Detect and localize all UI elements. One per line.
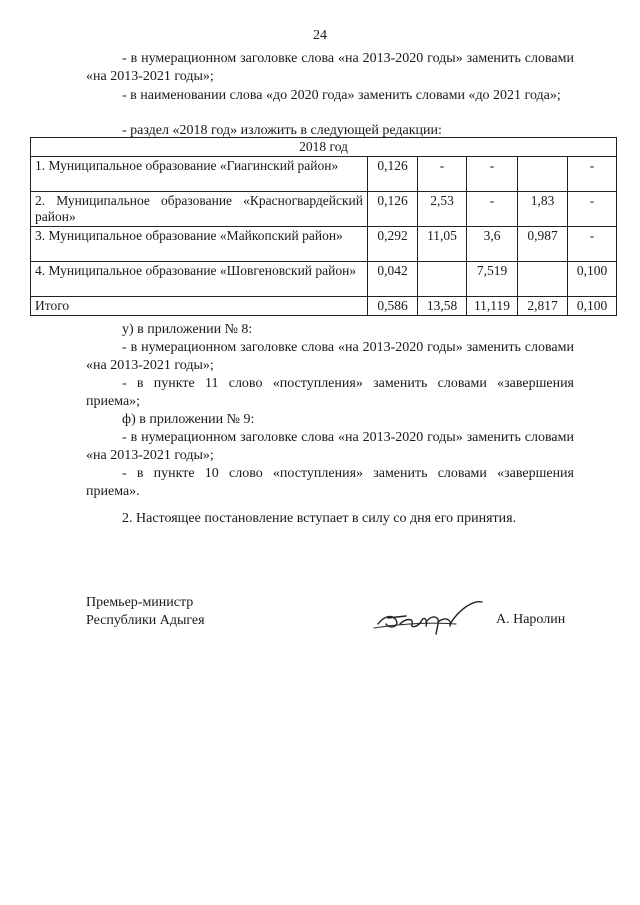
signatory-title-line-1: Премьер-министр	[86, 595, 194, 610]
table-row	[31, 227, 617, 262]
intro-paragraph-2: - в наименовании слова «до 2020 года» заменить словами «до 2021 года»;	[122, 88, 561, 103]
table-cell: 0,100	[568, 262, 617, 297]
table-total-row	[31, 297, 617, 316]
table-cell: -	[568, 227, 617, 262]
signatory-title-line-2: Республики Адыгея	[86, 613, 205, 628]
table-cell: 0,126	[368, 157, 418, 192]
table-cell-name: Итого	[31, 297, 368, 316]
table-cell: 0,586	[368, 297, 418, 316]
table-row	[31, 157, 617, 192]
table-cell: -	[467, 157, 518, 192]
table-cell	[418, 262, 467, 297]
table-cell: 0,100	[568, 297, 617, 316]
table-cell: -	[568, 157, 617, 192]
table-cell: -	[467, 192, 518, 227]
table-cell: -	[418, 157, 467, 192]
appendix-8-item-1: - в нумерационном заголовке слова «на 2013-2020 годы» заменить словами «на 2013-2021 годы»;	[86, 340, 574, 373]
table-cell: 0,292	[368, 227, 418, 262]
table-cell: 7,519	[467, 262, 518, 297]
table-cell: 2,817	[518, 297, 568, 316]
handwritten-signature	[370, 594, 490, 638]
table-cell-name: 2. Муниципальное образование «Красногвардейский район»	[31, 192, 368, 227]
appendix-8-title: у) в приложении № 8:	[122, 322, 253, 337]
table-cell: 11,119	[467, 297, 518, 316]
table-cell-name: 1. Муниципальное образование «Гиагинский район»	[31, 157, 368, 192]
table-cell: 13,58	[418, 297, 467, 316]
table-cell: 1,83	[518, 192, 568, 227]
table-cell: 0,987	[518, 227, 568, 262]
clause-2: 2. Настоящее постановление вступает в силу со дня его принятия.	[122, 511, 517, 526]
table-cell: 3,6	[467, 227, 518, 262]
table-cell: 0,042	[368, 262, 418, 297]
table-cell: 0,126	[368, 192, 418, 227]
signatory-name: А. Наролин	[496, 612, 566, 627]
table-header-year: 2018 год	[31, 138, 617, 157]
table-cell	[518, 157, 568, 192]
appendix-9-title: ф) в приложении № 9:	[122, 412, 255, 427]
table-cell-name: 3. Муниципальное образование «Майкопский район»	[31, 227, 368, 262]
table-cell	[518, 262, 568, 297]
appendix-9-item-1: - в нумерационном заголовке слова «на 2013-2020 годы» заменить словами «на 2013-2021 годы»;	[86, 430, 574, 463]
appendix-9-item-2: - в пункте 10 слово «поступления» заменить словами «завершения приема».	[86, 466, 574, 499]
table-cell-name: 4. Муниципальное образование «Шовгеновский район»	[31, 262, 368, 297]
signatory-title	[86, 594, 205, 630]
page-number: 24	[313, 28, 327, 43]
appendix-8-item-2: - в пункте 11 слово «поступления» заменить словами «завершения приема»;	[86, 376, 574, 409]
table-header-row	[31, 138, 617, 157]
intro-paragraph-3: - раздел «2018 год» изложить в следующей редакции:	[122, 123, 442, 138]
funding-table	[30, 137, 617, 316]
table-row	[31, 262, 617, 297]
table-cell: 2,53	[418, 192, 467, 227]
table-cell: -	[568, 192, 617, 227]
table-cell: 11,05	[418, 227, 467, 262]
intro-paragraph-1: - в нумерационном заголовке слова «на 2013-2020 годы» заменить словами «на 2013-2021 годы»;	[86, 51, 574, 84]
table-row	[31, 192, 617, 227]
